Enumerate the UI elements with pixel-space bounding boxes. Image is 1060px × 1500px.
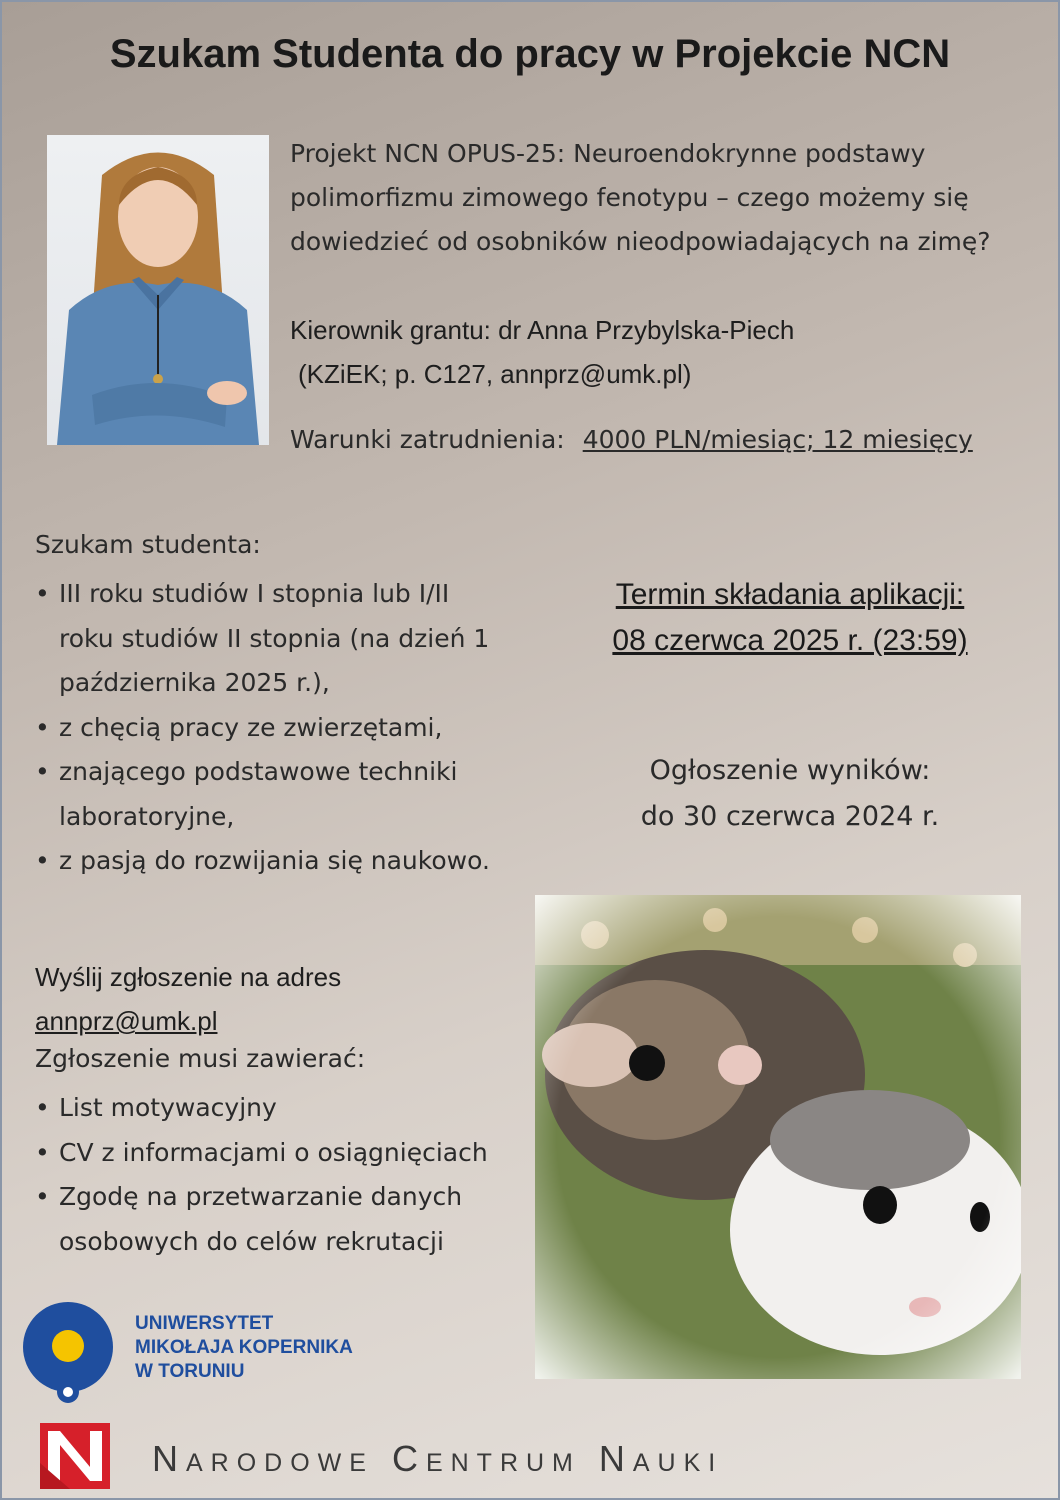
results-date: do 30 czerwca 2024 r.: [640, 801, 940, 832]
deadline-date: 08 czerwca 2025 r. (23:59): [612, 624, 968, 657]
umk-logo: [20, 1300, 116, 1404]
grant-lead-name: Kierownik grantu: dr Anna Przybylska-Piech: [290, 315, 795, 345]
project-line: dowiedzieć od osobników nieodpowiadających na zimę?: [290, 227, 991, 256]
hamsters-illustration: [535, 895, 1021, 1379]
seek-heading: Szukam studenta:: [35, 530, 261, 559]
umk-line: MIKOŁAJA KOPERNIKA: [135, 1337, 353, 1358]
employment-terms: [290, 425, 973, 454]
requirements-heading: Zgłoszenie musi zawierać:: [35, 1044, 366, 1073]
requirements-list: [35, 1086, 505, 1264]
ncn-logo: [40, 1423, 110, 1489]
results-label: Ogłoszenie wyników:: [649, 755, 931, 786]
ncn-name: Narodowe Centrum Nauki: [152, 1438, 724, 1479]
portrait-photo: [47, 135, 269, 445]
list-item: • znającego podstawowe techniki laboratoryjne,: [35, 750, 505, 839]
umk-line: W TORUNIU: [135, 1361, 245, 1382]
project-line: Projekt NCN OPUS-25: Neuroendokrynne podstawy: [290, 139, 926, 168]
deadline-label: Termin składania aplikacji:: [615, 578, 965, 611]
project-line: polimorfizmu zimowego fenotypu – czego możemy się: [290, 183, 969, 212]
application-deadline: [560, 572, 1020, 664]
seek-list: [35, 572, 505, 884]
hamsters-photo: [535, 895, 1021, 1379]
terms-label: Warunki zatrudnienia:: [290, 425, 565, 454]
list-item: • Zgodę na przetwarzanie danych osobowych do celów rekrutacji: [35, 1175, 505, 1264]
list-item: • z chęcią pracy ze zwierzętami,: [35, 706, 505, 751]
grant-lead-contact: (KZiEK; p. C127, annprz@umk.pl): [298, 359, 692, 389]
list-item: • III roku studiów I stopnia lub I/II roku studiów II stopnia (na dzień 1 października 2025 r.),: [35, 572, 505, 706]
list-item: • CV z informacjami o osiągnięciach: [35, 1131, 505, 1176]
results-announcement: [560, 748, 1020, 840]
list-item: • z pasją do rozwijania się naukowo.: [35, 839, 505, 884]
grant-lead: [290, 308, 1030, 396]
list-item: • List motywacyjny: [35, 1086, 505, 1131]
umk-name: [135, 1312, 353, 1384]
terms-value: 4000 PLN/miesiąc; 12 miesięcy: [582, 425, 973, 454]
project-description: [290, 132, 1040, 264]
umk-line: UNIWERSYTET: [135, 1313, 274, 1334]
send-application: [35, 955, 341, 1043]
person-illustration: [47, 135, 269, 445]
send-label: Wyślij zgłoszenie na adres: [35, 962, 342, 992]
email-link[interactable]: annprz@umk.pl: [35, 1006, 218, 1036]
page-title: Szukam Studenta do pracy w Projekcie NCN: [109, 32, 951, 76]
